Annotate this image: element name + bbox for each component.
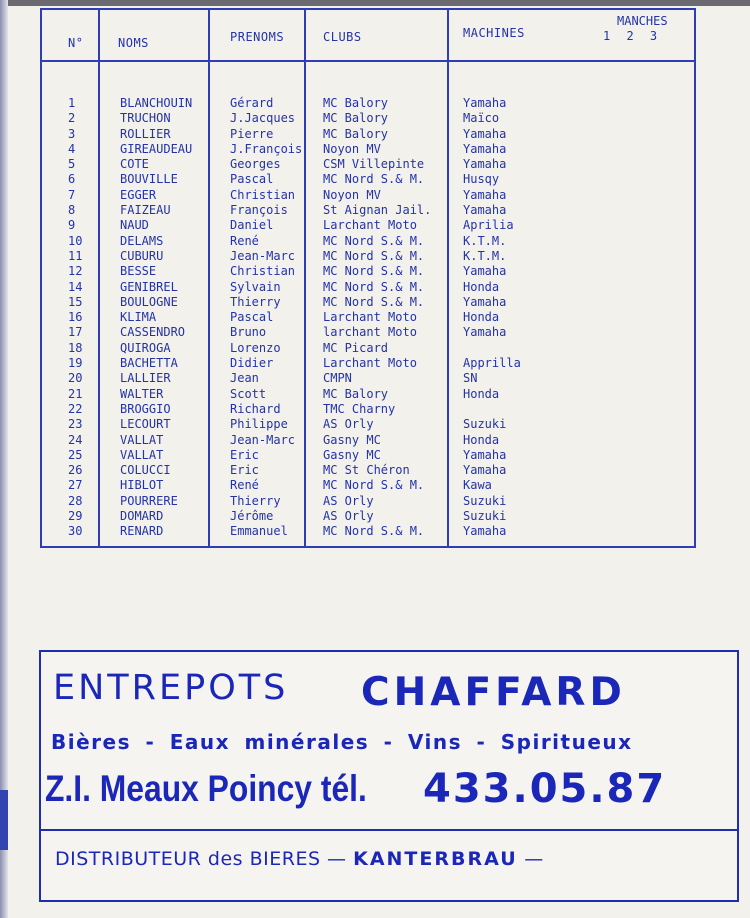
ad-company-name: CHAFFARD <box>361 670 626 715</box>
entry-first-name: Pierre <box>230 126 274 141</box>
advertisement <box>39 650 739 902</box>
entry-first-name: Thierry <box>230 493 281 508</box>
table-row <box>42 295 698 310</box>
entry-club: MC Picard <box>323 340 389 355</box>
entry-number: 10 <box>68 233 83 248</box>
entry-name: BACHETTA <box>120 356 178 371</box>
entry-first-name: Jérôme <box>230 509 274 524</box>
entry-machine: Maïco <box>463 111 500 126</box>
table-row <box>42 142 698 157</box>
ad-company-prefix-line <box>53 668 288 708</box>
entry-name: DOMARD <box>120 509 164 524</box>
entry-name: BLANCHOUIN <box>120 96 193 110</box>
entry-machine: Kawa <box>463 478 492 493</box>
entry-number: 26 <box>68 463 83 478</box>
entry-name: CUBURU <box>120 248 164 263</box>
ad-distributor-prefix: DISTRIBUTEUR des BIERES — <box>55 848 347 870</box>
table-row <box>42 249 698 264</box>
table-row <box>42 341 698 356</box>
entry-number: 14 <box>68 279 83 294</box>
entry-machine: Yamaha <box>463 187 507 202</box>
entry-club: Gasny MC <box>323 447 381 462</box>
entry-number: 2 <box>68 111 76 126</box>
table-row <box>42 402 698 417</box>
entry-first-name: J.François <box>230 141 303 156</box>
entry-machine: Apprilla <box>463 356 521 371</box>
entry-machine: Suzuki <box>463 509 507 524</box>
entry-name: LECOURT <box>120 417 171 432</box>
page-top-edge <box>0 0 750 6</box>
ad-divider <box>41 829 737 831</box>
entry-club: MC Nord S.& M. <box>323 248 425 263</box>
ad-distributor-suffix: — <box>524 848 544 870</box>
entry-number: 15 <box>68 294 83 309</box>
page-edge-blue-mark <box>0 790 8 850</box>
entry-machine: Yamaha <box>463 325 507 340</box>
table-row <box>42 96 698 111</box>
table-row <box>42 111 698 126</box>
table-row <box>42 494 698 509</box>
entry-machine: Husqy <box>463 172 500 187</box>
entry-machine: K.T.M. <box>463 248 507 263</box>
entry-machine: Honda <box>463 386 500 401</box>
entry-number: 30 <box>68 524 83 539</box>
entry-machine: Yamaha <box>463 264 507 279</box>
table-row <box>42 417 698 432</box>
table-row <box>42 325 698 340</box>
entry-number: 9 <box>68 218 76 233</box>
entry-machine: Yamaha <box>463 203 507 218</box>
entry-name: BROGGIO <box>120 401 171 416</box>
header-rule <box>42 60 694 62</box>
entry-number: 16 <box>68 310 83 325</box>
ad-products: Bières - Eaux minérales - Vins - Spiritueux <box>51 730 633 754</box>
entry-first-name: Jean-Marc <box>230 248 296 263</box>
entry-number: 11 <box>68 248 83 263</box>
entry-name: LALLIER <box>120 371 171 386</box>
entry-list-table <box>40 8 696 548</box>
table-row <box>42 280 698 295</box>
table-row <box>42 524 698 539</box>
entry-club: MC Balory <box>323 126 389 141</box>
entry-number: 24 <box>68 432 83 447</box>
table-row <box>42 157 698 172</box>
ad-brand: KANTERBRAU <box>353 848 518 870</box>
entry-machine: Yamaha <box>463 141 507 156</box>
entry-machine: K.T.M. <box>463 233 507 248</box>
entry-number: 4 <box>68 141 76 156</box>
entry-machine: Honda <box>463 310 500 325</box>
table-row <box>42 371 698 386</box>
header-machines: MACHINES <box>463 26 525 40</box>
entry-club: TMC Charny <box>323 401 396 416</box>
header-noms: NOMS <box>118 36 149 50</box>
entry-machine: Yamaha <box>463 524 507 539</box>
entry-number: 25 <box>68 447 83 462</box>
header-clubs: CLUBS <box>323 30 362 44</box>
entry-machine: Yamaha <box>463 126 507 141</box>
entry-name: RENARD <box>120 524 164 539</box>
entry-number: 23 <box>68 417 83 432</box>
entry-first-name: Philippe <box>230 417 288 432</box>
entry-club: MC Balory <box>323 96 389 110</box>
entry-number: 12 <box>68 264 83 279</box>
header-num: N° <box>68 36 84 50</box>
entry-first-name: Eric <box>230 447 259 462</box>
entry-name: COLUCCI <box>120 463 171 478</box>
entry-number: 18 <box>68 340 83 355</box>
entry-first-name: Didier <box>230 356 274 371</box>
table-row <box>42 387 698 402</box>
table-row <box>42 264 698 279</box>
entry-number: 21 <box>68 386 83 401</box>
entry-name: VALLAT <box>120 432 164 447</box>
header-manche-numbers: 1 2 3 <box>603 29 658 43</box>
entry-club: MC Nord S.& M. <box>323 264 425 279</box>
table-row <box>42 172 698 187</box>
ad-phone: 433.05.87 <box>423 766 667 812</box>
entry-club: CMPN <box>323 371 352 386</box>
entry-machine: Honda <box>463 432 500 447</box>
entry-club: St Aignan Jail. <box>323 203 432 218</box>
entry-machine: Yamaha <box>463 294 507 309</box>
entry-number: 22 <box>68 401 83 416</box>
entry-machine: Suzuki <box>463 493 507 508</box>
header-manches: MANCHES <box>617 14 668 28</box>
table-row <box>42 218 698 233</box>
entry-first-name: Jean-Marc <box>230 432 296 447</box>
entry-first-name: Pascal <box>230 172 274 187</box>
entry-machine: Suzuki <box>463 417 507 432</box>
table-row <box>42 463 698 478</box>
entry-name: QUIROGA <box>120 340 171 355</box>
entry-name: POURRERE <box>120 493 178 508</box>
table-row <box>42 356 698 371</box>
entry-club: MC Nord S.& M. <box>323 294 425 309</box>
entry-name: KLIMA <box>120 310 157 325</box>
entry-club: Noyon MV <box>323 141 381 156</box>
entry-name: COTE <box>120 157 149 172</box>
entry-machine: Yamaha <box>463 96 507 110</box>
entry-club: MC St Chéron <box>323 463 410 478</box>
entry-first-name: Emmanuel <box>230 524 288 539</box>
entry-machine: Yamaha <box>463 157 507 172</box>
entry-first-name: René <box>230 233 259 248</box>
entry-first-name: François <box>230 203 288 218</box>
entry-name: TRUCHON <box>120 111 171 126</box>
entry-first-name: J.Jacques <box>230 111 296 126</box>
entry-number: 20 <box>68 371 83 386</box>
entry-first-name: Christian <box>230 187 296 202</box>
table-row <box>42 234 698 249</box>
entry-name: CASSENDRO <box>120 325 186 340</box>
entry-number: 7 <box>68 187 76 202</box>
entry-number: 5 <box>68 157 76 172</box>
entry-first-name: Eric <box>230 463 259 478</box>
entry-club: CSM Villepinte <box>323 157 425 172</box>
entry-name: DELAMS <box>120 233 164 248</box>
entry-name: EGGER <box>120 187 157 202</box>
table-row <box>42 448 698 463</box>
entry-name: FAIZEAU <box>120 203 171 218</box>
entry-number: 27 <box>68 478 83 493</box>
entry-first-name: Lorenzo <box>230 340 281 355</box>
entry-number: 6 <box>68 172 76 187</box>
entry-name: BOUVILLE <box>120 172 178 187</box>
header-prenoms: PRENOMS <box>230 30 285 44</box>
entry-name: NAUD <box>120 218 149 233</box>
entry-club: MC Nord S.& M. <box>323 172 425 187</box>
ad-address: Z.I. Meaux Poincy tél. <box>45 768 367 809</box>
entry-club: MC Balory <box>323 111 389 126</box>
entry-club: Noyon MV <box>323 187 381 202</box>
entry-machine: SN <box>463 371 478 386</box>
entry-number: 19 <box>68 356 83 371</box>
entry-machine: Yamaha <box>463 447 507 462</box>
table-row <box>42 188 698 203</box>
entry-club: AS Orly <box>323 493 374 508</box>
entry-club: MC Nord S.& M. <box>323 478 425 493</box>
entry-club: AS Orly <box>323 509 374 524</box>
entry-name: HIBLOT <box>120 478 164 493</box>
entry-club: Larchant Moto <box>323 356 417 371</box>
entry-number: 1 <box>68 96 76 110</box>
entry-first-name: Scott <box>230 386 267 401</box>
entry-first-name: Daniel <box>230 218 274 233</box>
page-left-edge <box>0 0 8 918</box>
ad-distributor-line <box>55 848 544 870</box>
entry-rows <box>42 96 698 540</box>
entry-club: Larchant Moto <box>323 218 417 233</box>
entry-number: 3 <box>68 126 76 141</box>
entry-first-name: Richard <box>230 401 281 416</box>
entry-machine: Aprilia <box>463 218 514 233</box>
entry-first-name: Bruno <box>230 325 267 340</box>
entry-machine: Honda <box>463 279 500 294</box>
entry-club: MC Nord S.& M. <box>323 233 425 248</box>
entry-first-name: Thierry <box>230 294 281 309</box>
table-row <box>42 310 698 325</box>
entry-name: WALTER <box>120 386 164 401</box>
table-row <box>42 478 698 493</box>
entry-first-name: Gérard <box>230 96 274 110</box>
entry-club: Gasny MC <box>323 432 381 447</box>
entry-name: BOULOGNE <box>120 294 178 309</box>
entry-number: 28 <box>68 493 83 508</box>
table-row <box>42 127 698 142</box>
entry-number: 29 <box>68 509 83 524</box>
entry-club: MC Nord S.& M. <box>323 279 425 294</box>
table-row <box>42 433 698 448</box>
entry-number: 17 <box>68 325 83 340</box>
entry-first-name: Georges <box>230 157 281 172</box>
entry-name: BESSE <box>120 264 157 279</box>
table-row <box>42 509 698 524</box>
entry-machine: Yamaha <box>463 463 507 478</box>
ad-company-prefix: ENTREPOTS <box>53 668 289 708</box>
entry-first-name: René <box>230 478 259 493</box>
entry-name: GENIBREL <box>120 279 178 294</box>
entry-club: larchant Moto <box>323 325 417 340</box>
entry-club: MC Balory <box>323 386 389 401</box>
entry-club: Larchant Moto <box>323 310 417 325</box>
entry-name: VALLAT <box>120 447 164 462</box>
entry-first-name: Christian <box>230 264 296 279</box>
entry-first-name: Pascal <box>230 310 274 325</box>
entry-number: 8 <box>68 203 76 218</box>
table-row <box>42 203 698 218</box>
entry-club: AS Orly <box>323 417 374 432</box>
entry-name: GIREAUDEAU <box>120 141 193 156</box>
entry-first-name: Jean <box>230 371 259 386</box>
entry-club: MC Nord S.& M. <box>323 524 425 539</box>
entry-name: ROLLIER <box>120 126 171 141</box>
entry-first-name: Sylvain <box>230 279 281 294</box>
